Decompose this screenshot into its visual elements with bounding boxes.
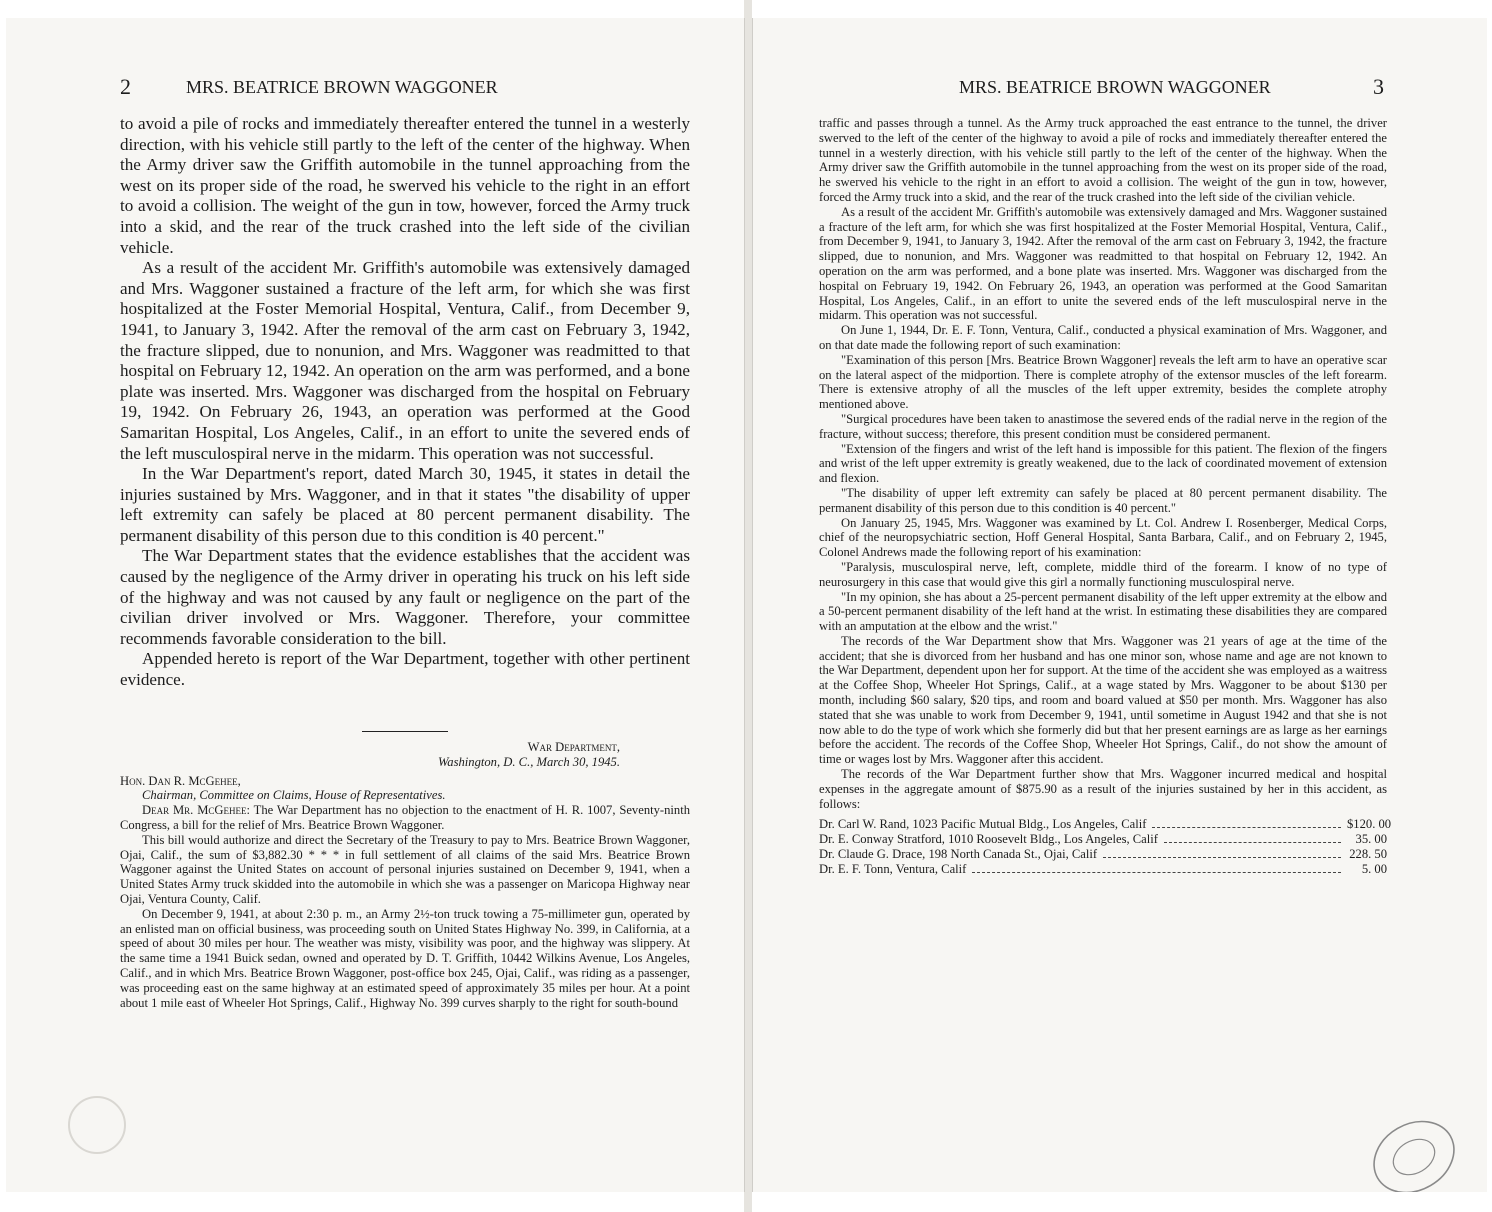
report-paragraph: Appended hereto is report of the War Department, together with other pertinent evidence. [120, 649, 690, 690]
quoted-paragraph: "Surgical procedures have been taken to anastimose the severed ends of the radial nerve in the region of the fracture, without success; therefore, this present condition must be considered permanent. [819, 411, 1387, 441]
page-number-right: 3 [1373, 74, 1384, 99]
letter-paragraph: On December 9, 1941, at about 2:30 p. m., an Army 2½-ton truck towing a 75-millimeter gun, operated by an enlisted man on official business, was proceeding south on United States Highway No. 399, in California, at a speed of about 30 miles per hour. The weather was misty, visibility was poor, and the highway was slippery. At the same time a 1941 Buick sedan, owned and operated by D. T. Griffith, 10442 Wilkins Avenue, Los Angeles, Calif., and in which Mrs. Beatrice Brown Waggoner, post-office box 245, Ojai, Calif., was riding as a passenger, was proceeding east on the same highway at an estimated speed of approximately 35 miles per hour. At a point about 1 mile east of Wheeler Hot Springs, Calif., Highway No. 399 curves sharply to the right for south-bound [120, 906, 690, 1010]
salutation: Dear Mr. McGehee: [142, 803, 250, 818]
left-page [6, 18, 745, 1192]
war-department-letter [120, 740, 690, 1010]
leader-dots [972, 872, 1341, 873]
running-head-left: MRS. BEATRICE BROWN WAGGONER [186, 77, 498, 97]
addressee-name: Hon. Dan R. McGehee, [120, 773, 241, 788]
body-paragraph: As a result of the accident Mr. Griffith's automobile was extensively damaged and Mrs. Waggoner sustained a fracture of the left arm, for which she was first hospitalized at the Foster Memorial Hospital, Ventura, Calif., from December 9, 1941, to January 3, 1942. After the removal of the arm cast on February 3, 1942, the fracture slipped, due to nonunion, and Mrs. Waggoner was readmitted to that hospital on February 12, 1942. An operation on the arm was performed, and a bone plate was inserted. Mrs. Waggoner was discharged from the hospital on February 19, 1942. On February 26, 1943, an operation was performed at the Good Samaritan Hospital, Los Angeles, Calif., in an effort to unite the severed ends of the left musculospiral nerve in the midarm. This operation was not successful. [819, 204, 1387, 323]
expense-row [819, 847, 1387, 862]
expense-amount: 5. 00 [1361, 861, 1387, 876]
body-paragraph: On June 1, 1944, Dr. E. F. Tonn, Ventura, Calif., conducted a physical examination of Mrs. Waggoner, and on that date made the following report of such examination: [819, 323, 1387, 352]
quoted-paragraph: "Paralysis, musculospiral nerve, left, complete, middle third of the forearm. I know of no type of neurosurgery in this case that would give this girl a normally functioning musculospiral nerve. [819, 559, 1387, 589]
letter-paragraph: This bill would authorize and direct the Secretary of the Treasury to pay to Mrs. Beatrice Brown Waggoner, Ojai, Calif., the sum of $3,882.30 * * * in full settlement of all claims of the said Mrs. Beatrice Brown Waggoner against the United States on account of personal injuries sustained on December 9, 1941, when a United States Army truck skidded into the automobile in which she was a passenger on Maricopa Highway near Ojai, Ventura County, Calif. [120, 832, 690, 906]
body-paragraph: On January 25, 1945, Mrs. Waggoner was examined by Lt. Col. Andrew I. Rosenberger, Medical Corps, chief of the neuropsychiatric section, Hoff General Hospital, Santa Barbara, Calif., and on February 2, 1945, Colonel Andrews made the following report of his examination: [819, 515, 1387, 560]
expense-payee: Dr. E. F. Tonn, Ventura, Calif [819, 861, 967, 876]
body-paragraph: The records of the War Department show that Mrs. Waggoner was 21 years of age at the time of the accident; that she is divorced from her husband and has one minor son, whose name and age are not known to the War Department, dependent upon her for support. At the time of the accident she was employed as a waitress at the Coffee Shop, Wheeler Hot Springs, Calif., at a wage stated by Mrs. Waggoner to be about $130 per month, including $60 salary, $20 tips, and room and board valued at $50 per month. Mrs. Waggoner has also stated that she was unable to work from December 9, 1941, until sometime in August 1942 and that she is not now able to do the type of work which she formerly did but that her present earnings are as large as her earnings before the accident. The records of the Coffee Shop, Wheeler Hot Springs, Calif., do not show the amount of time or wages lost by Mrs. Waggoner after this accident. [819, 633, 1387, 767]
report-paragraph: As a result of the accident Mr. Griffith's automobile was extensively damaged and Mrs. Waggoner sustained a fracture of the left arm, for which she was first hospitalized at the Foster Memorial Hospital, Ventura, Calif., from December 9, 1941, to January 3, 1942. After the removal of the arm cast on February 3, 1942, the fracture slipped, due to nonunion, and Mrs. Waggoner was readmitted to that hospital on February 12, 1942. An operation on the arm was performed, and a bone plate was inserted. Mrs. Waggoner was discharged from the hospital on February 19, 1942. On February 26, 1943, an operation was performed at the Good Samaritan Hospital, Los Angeles, Calif., in an effort to unite the severed ends of the left musculospiral nerve in the midarm. This operation was not successful. [120, 258, 690, 463]
letter-dateline: Washington, D. C., March 30, 1945. [437, 754, 620, 769]
leader-dots [1103, 857, 1341, 858]
letter-paragraph-first [120, 803, 690, 833]
expense-amount: $120. 00 [1347, 817, 1392, 832]
right-page-body [819, 116, 1392, 877]
quoted-paragraph: "In my opinion, she has about a 25-percent permanent disability of the left upper extremity at the elbow and a 50-percent permanent disability of the left hand at the wrist. In estimating these disabilities they are compared with an amputation at the elbow and the wrist." [819, 589, 1387, 634]
expense-payee: Dr. E. Conway Stratford, 1010 Roosevelt Bldg., Los Angeles, Calif [819, 832, 1158, 847]
expense-payee: Dr. Carl W. Rand, 1023 Pacific Mutual Bldg., Los Angeles, Calif [819, 817, 1147, 832]
expense-amount: 35. 00 [1355, 832, 1387, 847]
right-page [752, 18, 1487, 1192]
addressee-title: Chairman, Committee on Claims, House of Representatives. [142, 788, 446, 803]
page-gutter [744, 0, 752, 1212]
section-rule [362, 731, 448, 732]
report-paragraph: In the War Department's report, dated March 30, 1945, it states in detail the injuries sustained by Mrs. Waggoner, and in that it states "the disability of upper left extremity can safely be placed at 80 percent permanent disability. The permanent disability of this person due to this condition is 40 percent." [120, 464, 690, 545]
archive-stamp [1365, 1118, 1463, 1192]
quoted-paragraph: "Extension of the fingers and wrist of the left hand is impossible for this patient. The flexion of the fingers and wrist of the left upper extremity is greatly weakened, due to the lack of coordinated movement of extension and flexion. [819, 441, 1387, 486]
expense-payee: Dr. Claude G. Drace, 198 North Canada St., Ojai, Calif [819, 847, 1098, 862]
library-stamp-seal [68, 1096, 126, 1154]
letter-paragraph-text: The War Department has no objection to the enactment of H. R. 1007, Seventy-ninth Congress, a bill for the relief of Mrs. Beatrice Brown Waggoner. [120, 803, 690, 832]
quoted-paragraph: "The disability of upper left extremity can safely be placed at 80 percent permanent disability. The permanent disability of this person due to this condition is 40 percent." [819, 485, 1387, 515]
leader-dots [1152, 827, 1341, 828]
body-paragraph: traffic and passes through a tunnel. As the Army truck approached the east entrance to the tunnel, the driver swerved to the left of the center of the highway to avoid a pile of rocks and immediately thereafter entered the tunnel in a westerly direction, with his vehicle still partly to the left of the center of the highway. When the Army driver saw the Griffith automobile in the tunnel approaching from the west on its proper side of the road, he swerved his vehicle to the right in an effort to avoid a collision. The weight of the gun in tow, however, forced the Army truck into a skid, and the rear of the truck crashed into the left side of the civilian vehicle. [819, 116, 1387, 204]
report-paragraph: to avoid a pile of rocks and immediately thereafter entered the tunnel in a westerly direction, with his vehicle still partly to the left of the center of the highway. When the Army driver saw the Griffith automobile in the tunnel approaching from the west on its proper side of the road, he swerved his vehicle to the right in an effort to avoid a collision. The weight of the gun in tow, however, forced the Army truck into a skid, and the rear of the truck crashed into the left side of the civilian vehicle. [120, 114, 690, 257]
expense-row [819, 862, 1387, 877]
report-paragraph: The War Department states that the evidence establishes that the accident was caused by the negligence of the Army driver in operating his truck on his left side of the highway and was not caused by any fault or negligence on the part of the civilian driver involved or Mrs. Waggoner. Therefore, your committee recommends favorable consideration to the bill. [120, 546, 690, 648]
page-number-left: 2 [120, 74, 131, 99]
body-paragraph: The records of the War Department further show that Mrs. Waggoner incurred medical and hospital expenses in the aggregate amount of $875.90 as a result of the injuries sustained by her in this accident, as follows: [819, 767, 1387, 811]
quoted-paragraph: "Examination of this person [Mrs. Beatrice Brown Waggoner] reveals the left arm to have an operative scar on the lateral aspect of the midportion. There is complete atrophy of the extensor muscles of the left forearm. There is extensive atrophy of all the muscles of the left upper extremity, besides the complete atrophy mentioned above. [819, 352, 1387, 412]
expense-row [819, 817, 1392, 832]
leader-dots [1164, 842, 1341, 843]
expense-amount: 228. 50 [1349, 847, 1387, 862]
running-head-right: MRS. BEATRICE BROWN WAGGONER [959, 77, 1271, 97]
expense-table [819, 817, 1392, 876]
letter-sender: War Department, [527, 740, 620, 754]
expense-row [819, 832, 1387, 847]
committee-report-body [120, 114, 690, 691]
